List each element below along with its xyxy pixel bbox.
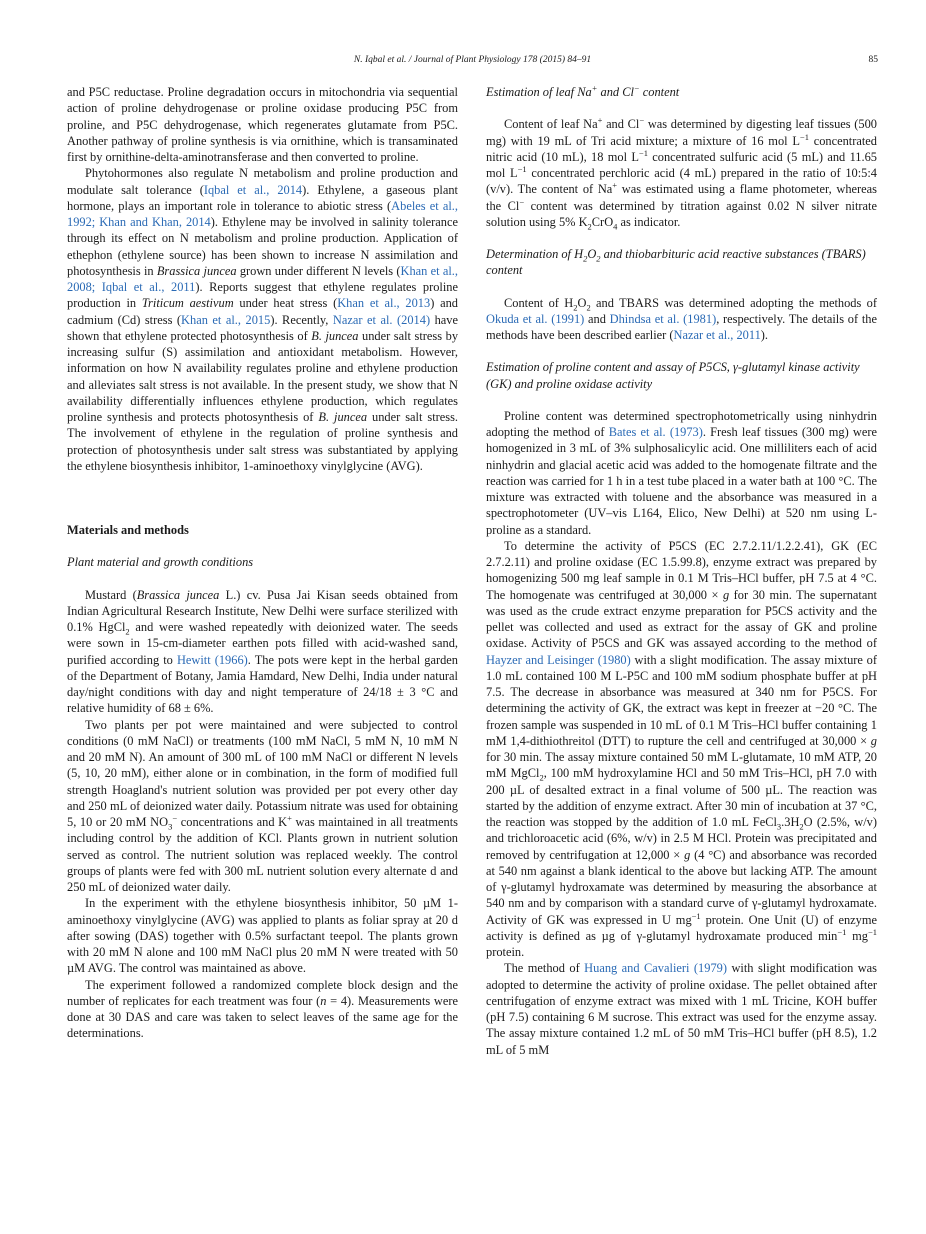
journal-citation: N. Iqbal et al. / Journal of Plant Physiology 178 (2015) 84–91 <box>353 55 592 65</box>
page-number: 85 <box>868 55 878 65</box>
citation-link[interactable]: Iqbal et al., 2014 <box>203 182 303 197</box>
running-header <box>67 55 878 71</box>
citation-link[interactable]: Hewitt (1966) <box>176 652 248 667</box>
citation-link[interactable]: Bates et al. (1973) <box>608 425 703 439</box>
citation-link[interactable]: Dhindsa et al. (1981) <box>609 311 717 326</box>
citation-link[interactable]: Khan et al., 2015 <box>181 312 271 327</box>
paragraph: Content of leaf Na+ and Cl− was determined by digesting leaf tissues (500 mg) with 19 mL of Tri acid mixture; a mixture of 16 mol $L^{-1}$ concentrated nitric acid (10 mL), 18 mol $L^{-1}$ concentrated sulfuric acid (5 mL) and 11.65 mol $L^{-1}$ concentrated perchloric acid (4 mL) prepared in the ratio of 10:5:4 (v/v). The content of Na+ was estimated using a flame photometer, whereas the Cl− content was determined by titration against 0.02 N silver nitrate solution using 5% $K_2CrO_4$ as indicator. <box>486 115 877 232</box>
subsection-heading: Estimation of proline content and assay of P5CS, γ-glutamyl kinase activity (GK) and proline oxidase activity <box>486 360 860 391</box>
right-column <box>486 84 877 1058</box>
paragraph: Phytohormones also regulate N metabolism and proline production and modulate salt tolerance (Iqbal et al., 2014). Ethylene, a gaseous plant hormone, plays an important role in tolerance to abiotic stress (Abeles et al., 1992; Khan and Khan, 2014). Ethylene may be involved in salinity tolerance through its effect on N metabolism and proline production. Application of ethephon (ethylene source) has been shown to increase N assimilation and photosynthesis in Brassica juncea grown under different N levels (Khan et al., 2008; Iqbal et al., 2011). Reports suggest that ethylene regulates proline production in Triticum aestivum under heat stress (Khan et al., 2013) and cadmium (Cd) stress (Khan et al., 2015). Recently, Nazar et al. (2014) have shown that ethylene protected photosynthesis of B. juncea under salt stress by increasing sulfur (S) assimilation and antioxidant metabolism. However, information on how N availability regulates proline and ethylene production and alleviates salt stress is not available. In the present study, we show that N availability differentially influences ethylene production, which regulates proline synthesis and protects photosynthesis of B. juncea under salt stress. The involvement of ethylene in the regulation of proline synthesis and protection of photosynthesis under salt stress was substantiated by applying the ethylene biosynthesis inhibitor, 1-aminoethoxy vinylglycine (AVG). <box>67 166 459 473</box>
citation-link[interactable]: Hayzer and Leisinger (1980) <box>486 652 631 667</box>
paragraph: In the experiment with the ethylene biosynthesis inhibitor, 50 µM 1-aminoethoxy vinylglycine (AVG) was applied to plants as foliar spray at 20 d after sowing (DAS) together with 0.5% surfactant teepol. The plants grown with 20 mM N alone and 100 mM NaCl plus 20 mM N were treated with 50 µM AVG. The control was maintained as above. <box>67 896 458 976</box>
subsection-heading: Estimation of leaf Na+ and Cl− content <box>486 82 680 99</box>
paragraph: The experiment followed a randomized complete block design and the number of replicates for each treatment was four (n = 4). Measurements were done at 30 DAS and care was taken to select leaves of the same age for the determinations. <box>67 977 458 1041</box>
citation-link[interactable]: Nazar et al., 2011 <box>673 328 761 342</box>
citation-link[interactable]: Abeles et al., 1992; Khan and Khan, 2014 <box>67 198 458 229</box>
paragraph: The method of Huang and Cavalieri (1979) with slight modification was adopted to determine the activity of proline oxidase. The pellet obtained after centrifugation of enzyme extract was mixed with 1 mL Tricine, KOH buffer (pH 7.5) containing 6 M sucrose. This extract was used for the enzyme assay. The assay mixture contained 1.2 mL of 50 mM Tris–HCl buffer (pH 8.5), 1.2 mL of 5 mM <box>486 961 878 1057</box>
paragraph: Mustard (Brassica juncea L.) cv. Pusa Jai Kisan seeds obtained from Indian Agricultural Research Institute, New Delhi were surface sterilized with 0.1% HgCl$_2$ and were washed repeatedly with deionized water. The seeds were sown in 15-cm-diameter earthen pots filled with acid-washed sand, purified according to Hewitt (1966). The pots were kept in the herbal garden of the Department of Botany, Jamia Hamdard, New Delhi, India under natural day/night conditions with day and night temperature of 24/18 ± 3 °C and relative humidity of 68 ± 6%. <box>67 587 458 716</box>
citation-link[interactable]: Khan et al., 2008; Iqbal et al., 2011 <box>67 263 458 294</box>
paragraph: Two plants per pot were maintained and were subjected to control conditions (0 mM NaCl) or treatments (100 mM NaCl, 5 mM N, 10 mM N and 20 mM N). An amount of 300 mL of 100 mM NaCl or different N levels (5, 10, 20 mM), either alone or in combination, in the form of modified full strength Hoagland's nutrient solution was provided per pot every other day and 250 mL of deionized water daily. Potassium nitrate was used for obtaining 5, 10 or 20 mM $NO_3^-$ concentrations and K+ was maintained in all treatments including control by the addition of KCl. Plants grown in nutrient solution served as control. The nutrient solution was replaced weekly. The control groups of plants were fed with 300 mL nutrient solution every alternate d and 250 mL of deionized water daily. <box>67 717 458 894</box>
paragraph: To determine the activity of P5CS (EC 2.7.2.11/1.2.2.41), GK (EC 2.7.2.11) and proline oxidase (EC 1.5.99.8), enzyme extract was prepared by homogenizing 500 mg leaf sample in 0.1 M Tris–HCl buffer, pH 7.5 at 4 °C. The homogenate was centrifuged at 30,000 × g for 30 min. The supernatant was used as the crude extract enzyme preparation for P5CS activity and the pellet was collected and used as extract for the assay of GK and proline oxidase. Activity of P5CS and GK was assayed according to the method of Hayzer and Leisinger (1980) with a slight modification. The assay mixture of 1.0 mL contained 100 M L-P5C and 100 mM sodium phosphate buffer at pH 7.5. The decrease in absorbance was measured at 340 nm for P5CS. For determining the activity of GK, the extract was kept in freezer at −20 °C. The frozen sample was suspended in 10 mL of 0.1 M Tris–HCl buffer containing 1 mM 1,4-dithiothreitol (DTT) to rupture the cell and centrifuged at 30,000 × g for 30 min. The assay mixture contained 50 mM L-glutamate, 10 mM ATP, 20 mM MgCl$_2$, 100 mM hydroxylamine HCl and 50 mM Tris–HCl, pH 7.0 with 200 µL of desalted extract in a final volume of 500 µL. The reaction was started by the addition of enzyme extract. After 30 min of incubation at 37 °C, the reaction was stopped by the addition of 1.0 mL $FeCl_3.3H_2O$ (2.5%, w/v) and trichloroacetic acid (6%, w/v) in 2.5 M HCl. Protein was precipitated and removed by centrifugation at 12,000 × g (4 °C) and absorbance was recorded at 540 nm against a blank identical to the above but lacking ATP. The amount of γ-glutamyl hydroxamate was determined by measuring the absorbance at 540 nm and by comparison with a standard curve of γ-glutamyl hydroxamate. Activity of GK was expressed in U $mg^{-1}$ protein. One Unit (U) of enzyme activity is defined as µg of γ-glutamyl hydroxamate produced $\min^{-1} mg^{-1}$ protein. <box>486 538 878 959</box>
citation-link[interactable]: Huang and Cavalieri (1979) <box>584 961 727 976</box>
paragraph: and P5C reductase. Proline degradation occurs in mitochondria via sequential action of proline dehydrogenase or proline oxidase producing P5C from proline, and P5C dehydrogenase, which regenerates glutamate from P5C. Another pathway of proline synthesis is via ornithine, which is transaminated first by ornithine-delta-aminotransferase and then converted to proline. <box>67 85 458 164</box>
left-column <box>67 84 458 1042</box>
subsection-heading: Determination of $H_2O_2$ and thiobarbituric acid reactive substances (TBARS) content <box>486 247 866 278</box>
paragraph: Proline content was determined spectrophotometrically using ninhydrin adopting the method of Bates et al. (1973). Fresh leaf tissues (300 mg) were homogenized in 3 mL of 3% sulphosalicylic acid. One milliliters each of acid ninhydrin and glacial acetic acid was added to the homogenate filtrate and the reaction was carried for 1 h in a test tube placed in a water bath at 100 °C. The mixture was extracted with toluene and the absorbance was measured in a spectrophotometer (UV–vis L164, Elico, New Delhi) at 520 nm using L-proline as a standard. <box>486 408 877 537</box>
paragraph: Content of $H_2O_2$ and TBARS was determined adopting the methods of Okuda et al. (1991) and Dhindsa et al. (1981), respectively. The details of the methods have been described earlier (Nazar et al., 2011). <box>486 295 877 342</box>
subsection-heading: Plant material and growth conditions <box>67 555 254 570</box>
citation-link[interactable]: Nazar et al. (2014) <box>332 312 431 327</box>
citation-link[interactable]: Khan et al., 2013 <box>337 296 431 311</box>
citation-link[interactable]: Okuda et al. (1991) <box>486 311 585 326</box>
section-heading: Materials and methods <box>67 523 189 537</box>
